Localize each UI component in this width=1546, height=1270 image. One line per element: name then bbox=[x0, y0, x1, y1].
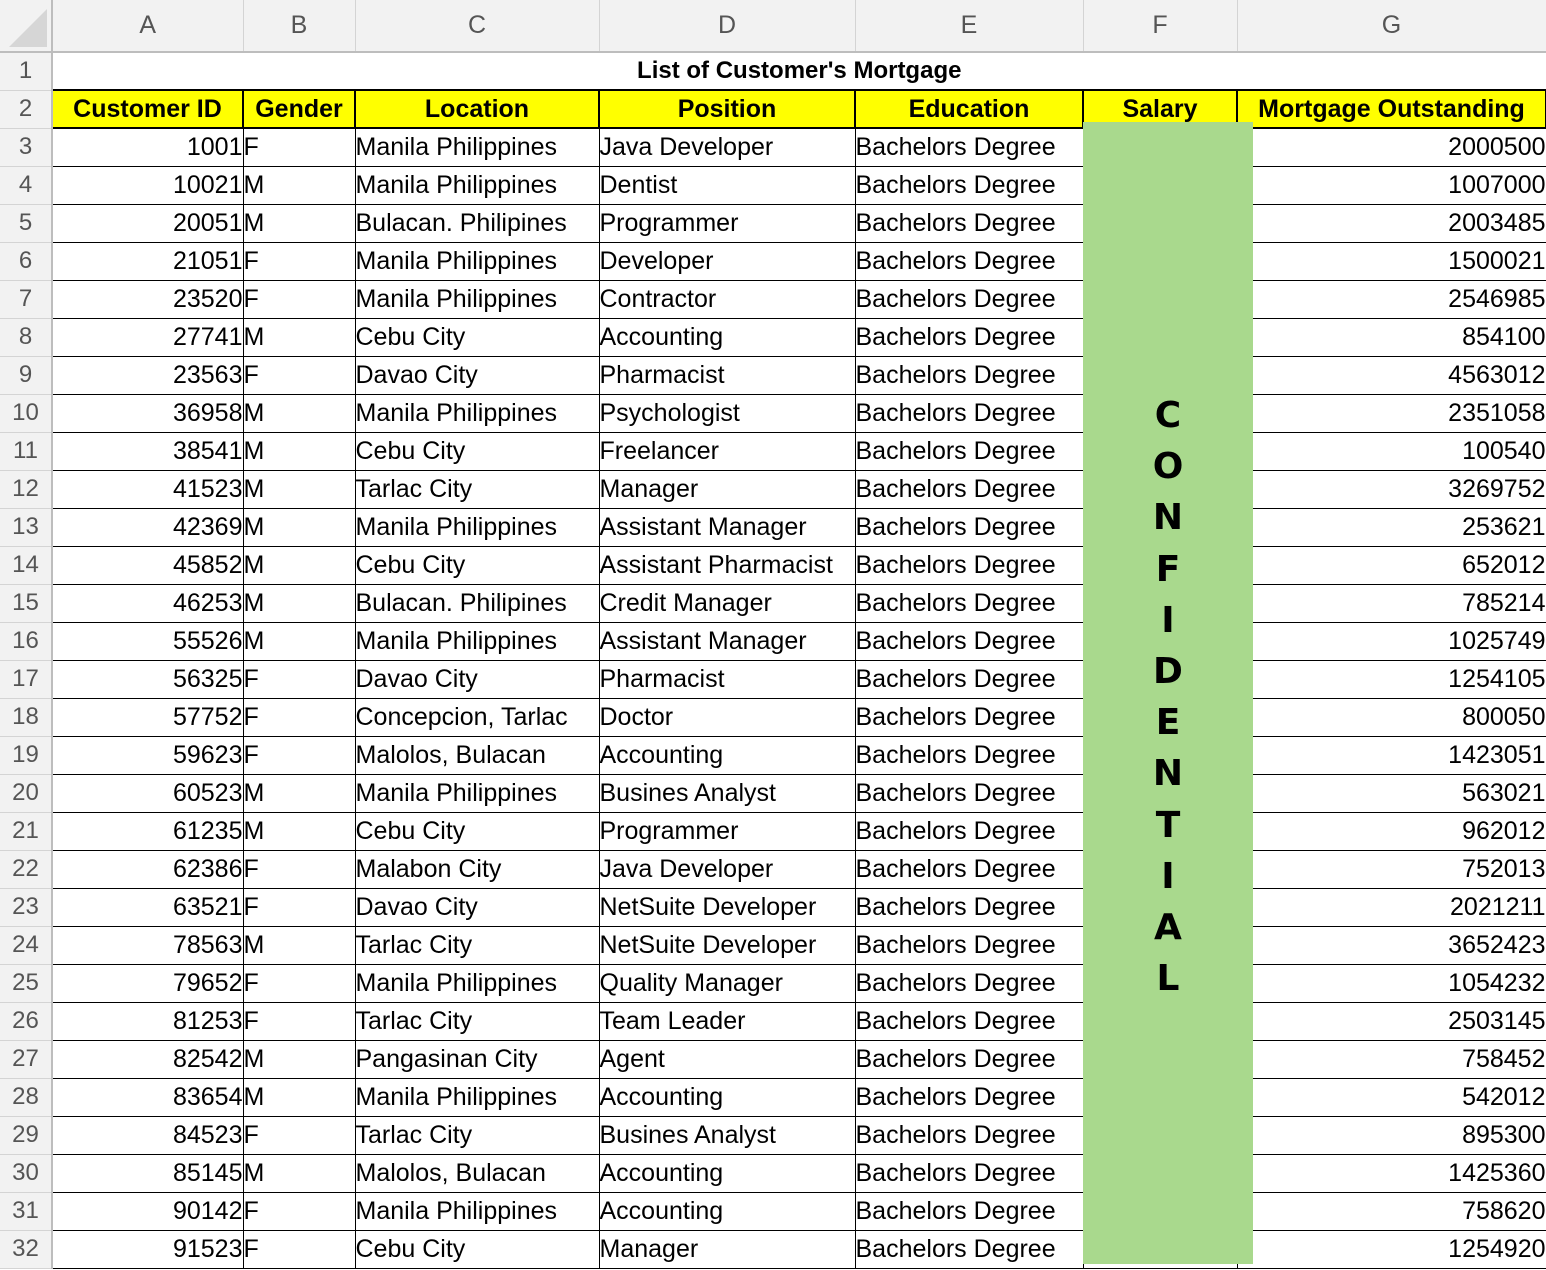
select-all-triangle-icon bbox=[9, 9, 47, 47]
gender-cell[interactable]: F bbox=[243, 964, 355, 1002]
customer-id-cell[interactable]: 60523 bbox=[52, 774, 243, 812]
customer-id-cell[interactable]: 81253 bbox=[52, 1002, 243, 1040]
position-cell[interactable]: Accounting bbox=[599, 736, 855, 774]
gender-cell[interactable]: M bbox=[243, 1154, 355, 1192]
gender-cell[interactable]: M bbox=[243, 584, 355, 622]
mortgage-cell[interactable]: 563021 bbox=[1237, 774, 1546, 812]
row-header-2[interactable]: 2 bbox=[0, 90, 52, 128]
header-position[interactable]: Position bbox=[599, 90, 855, 128]
row-header[interactable]: 23 bbox=[0, 888, 52, 926]
customer-id-cell[interactable]: 78563 bbox=[52, 926, 243, 964]
table-row bbox=[0, 698, 1546, 736]
customer-id-cell[interactable]: 41523 bbox=[52, 470, 243, 508]
column-header-c[interactable]: C bbox=[355, 0, 599, 52]
gender-cell[interactable]: M bbox=[243, 470, 355, 508]
position-cell[interactable]: Manager bbox=[599, 1230, 855, 1268]
mortgage-cell[interactable]: 3652423 bbox=[1237, 926, 1546, 964]
table-row bbox=[0, 1040, 1546, 1078]
row-header[interactable]: 3 bbox=[0, 128, 52, 166]
row-header[interactable]: 5 bbox=[0, 204, 52, 242]
education-cell[interactable]: Bachelors Degree bbox=[855, 356, 1083, 394]
customer-id-cell[interactable]: 20051 bbox=[52, 204, 243, 242]
location-cell[interactable]: Davao City bbox=[355, 660, 599, 698]
customer-id-cell[interactable]: 56325 bbox=[52, 660, 243, 698]
table-row bbox=[0, 204, 1546, 242]
mortgage-cell[interactable]: 1007000 bbox=[1237, 166, 1546, 204]
row-header[interactable]: 27 bbox=[0, 1040, 52, 1078]
table-row bbox=[0, 1192, 1546, 1230]
gender-cell[interactable]: F bbox=[243, 736, 355, 774]
customer-id-cell[interactable]: 59623 bbox=[52, 736, 243, 774]
row-header[interactable]: 12 bbox=[0, 470, 52, 508]
mortgage-cell[interactable]: 100540 bbox=[1237, 432, 1546, 470]
table-row bbox=[0, 584, 1546, 622]
location-cell[interactable]: Malolos, Bulacan bbox=[355, 736, 599, 774]
position-cell[interactable]: Contractor bbox=[599, 280, 855, 318]
mortgage-cell[interactable]: 1254105 bbox=[1237, 660, 1546, 698]
row-header[interactable]: 6 bbox=[0, 242, 52, 280]
column-header-d[interactable]: D bbox=[599, 0, 855, 52]
sheet-row-2 bbox=[0, 90, 1546, 128]
mortgage-cell[interactable]: 1254920 bbox=[1237, 1230, 1546, 1268]
confidential-text: C O N F I D E N T I A L bbox=[1152, 395, 1184, 1000]
education-cell[interactable]: Bachelors Degree bbox=[855, 736, 1083, 774]
header-mortgage-outstanding[interactable]: Mortgage Outstanding bbox=[1237, 90, 1546, 128]
table-row bbox=[0, 850, 1546, 888]
customer-id-cell[interactable]: 55526 bbox=[52, 622, 243, 660]
location-cell[interactable]: Manila Philippines bbox=[355, 1078, 599, 1116]
row-header[interactable]: 26 bbox=[0, 1002, 52, 1040]
education-cell[interactable]: Bachelors Degree bbox=[855, 280, 1083, 318]
location-cell[interactable]: Manila Philippines bbox=[355, 128, 599, 166]
customer-id-cell[interactable]: 61235 bbox=[52, 812, 243, 850]
gender-cell[interactable]: M bbox=[243, 926, 355, 964]
gender-cell[interactable]: F bbox=[243, 128, 355, 166]
table-row bbox=[0, 812, 1546, 850]
row-header[interactable]: 21 bbox=[0, 812, 52, 850]
education-cell[interactable]: Bachelors Degree bbox=[855, 204, 1083, 242]
table-row bbox=[0, 1116, 1546, 1154]
table-row bbox=[0, 660, 1546, 698]
location-cell[interactable]: Tarlac City bbox=[355, 470, 599, 508]
table-row bbox=[0, 508, 1546, 546]
education-cell[interactable]: Bachelors Degree bbox=[855, 394, 1083, 432]
location-cell[interactable]: Tarlac City bbox=[355, 1116, 599, 1154]
table-row bbox=[0, 470, 1546, 508]
customer-id-cell[interactable]: 84523 bbox=[52, 1116, 243, 1154]
table-row bbox=[0, 318, 1546, 356]
education-cell[interactable]: Bachelors Degree bbox=[855, 964, 1083, 1002]
customer-id-cell[interactable]: 27741 bbox=[52, 318, 243, 356]
row-header[interactable]: 32 bbox=[0, 1230, 52, 1268]
location-cell[interactable]: Manila Philippines bbox=[355, 280, 599, 318]
location-cell[interactable]: Manila Philippines bbox=[355, 166, 599, 204]
customer-id-cell[interactable]: 90142 bbox=[52, 1192, 243, 1230]
position-cell[interactable]: Programmer bbox=[599, 812, 855, 850]
gender-cell[interactable]: M bbox=[243, 432, 355, 470]
gender-cell[interactable]: F bbox=[243, 660, 355, 698]
mortgage-cell[interactable]: 4563012 bbox=[1237, 356, 1546, 394]
position-cell[interactable]: Agent bbox=[599, 1040, 855, 1078]
position-cell[interactable]: Psychologist bbox=[599, 394, 855, 432]
customer-id-cell[interactable]: 1001 bbox=[52, 128, 243, 166]
table-row bbox=[0, 432, 1546, 470]
column-header-row bbox=[0, 0, 1546, 52]
location-cell[interactable]: Cebu City bbox=[355, 546, 599, 584]
row-header[interactable]: 18 bbox=[0, 698, 52, 736]
sheet-row-1 bbox=[0, 52, 1546, 90]
mortgage-cell[interactable]: 2003485 bbox=[1237, 204, 1546, 242]
location-cell[interactable]: Manila Philippines bbox=[355, 1192, 599, 1230]
customer-id-cell[interactable]: 91523 bbox=[52, 1230, 243, 1268]
customer-id-cell[interactable]: 36958 bbox=[52, 394, 243, 432]
position-cell[interactable]: Quality Manager bbox=[599, 964, 855, 1002]
education-cell[interactable]: Bachelors Degree bbox=[855, 774, 1083, 812]
customer-id-cell[interactable]: 46253 bbox=[52, 584, 243, 622]
position-cell[interactable]: Accounting bbox=[599, 1078, 855, 1116]
position-cell[interactable]: Manager bbox=[599, 470, 855, 508]
education-cell[interactable]: Bachelors Degree bbox=[855, 128, 1083, 166]
gender-cell[interactable]: F bbox=[243, 850, 355, 888]
table-row bbox=[0, 1230, 1546, 1268]
customer-id-cell[interactable]: 62386 bbox=[52, 850, 243, 888]
row-header[interactable]: 24 bbox=[0, 926, 52, 964]
position-cell[interactable]: Doctor bbox=[599, 698, 855, 736]
table-row bbox=[0, 394, 1546, 432]
select-all-corner[interactable] bbox=[0, 0, 52, 52]
mortgage-cell[interactable]: 800050 bbox=[1237, 698, 1546, 736]
location-cell[interactable]: Concepcion, Tarlac bbox=[355, 698, 599, 736]
position-cell[interactable]: Java Developer bbox=[599, 128, 855, 166]
position-cell[interactable]: Programmer bbox=[599, 204, 855, 242]
row-header[interactable]: 25 bbox=[0, 964, 52, 1002]
location-cell[interactable]: Bulacan. Philipines bbox=[355, 584, 599, 622]
row-header[interactable]: 22 bbox=[0, 850, 52, 888]
position-cell[interactable]: Pharmacist bbox=[599, 660, 855, 698]
mortgage-cell[interactable]: 652012 bbox=[1237, 546, 1546, 584]
customer-id-cell[interactable]: 42369 bbox=[52, 508, 243, 546]
location-cell[interactable]: Pangasinan City bbox=[355, 1040, 599, 1078]
location-cell[interactable]: Davao City bbox=[355, 888, 599, 926]
location-cell[interactable]: Manila Philippines bbox=[355, 394, 599, 432]
education-cell[interactable]: Bachelors Degree bbox=[855, 470, 1083, 508]
customer-id-cell[interactable]: 23563 bbox=[52, 356, 243, 394]
education-cell[interactable]: Bachelors Degree bbox=[855, 926, 1083, 964]
mortgage-cell[interactable]: 854100 bbox=[1237, 318, 1546, 356]
sheet-title-cell[interactable]: List of Customer's Mortgage bbox=[52, 52, 1546, 90]
mortgage-cell[interactable]: 2503145 bbox=[1237, 1002, 1546, 1040]
customer-id-cell[interactable]: 45852 bbox=[52, 546, 243, 584]
gender-cell[interactable]: F bbox=[243, 1002, 355, 1040]
mortgage-cell[interactable]: 253621 bbox=[1237, 508, 1546, 546]
row-header[interactable]: 11 bbox=[0, 432, 52, 470]
education-cell[interactable]: Bachelors Degree bbox=[855, 318, 1083, 356]
education-cell[interactable]: Bachelors Degree bbox=[855, 1040, 1083, 1078]
position-cell[interactable]: NetSuite Developer bbox=[599, 926, 855, 964]
customer-id-cell[interactable]: 21051 bbox=[52, 242, 243, 280]
position-cell[interactable]: Java Developer bbox=[599, 850, 855, 888]
row-header[interactable]: 31 bbox=[0, 1192, 52, 1230]
row-header[interactable]: 20 bbox=[0, 774, 52, 812]
mortgage-cell[interactable]: 1423051 bbox=[1237, 736, 1546, 774]
location-cell[interactable]: Cebu City bbox=[355, 432, 599, 470]
location-cell[interactable]: Tarlac City bbox=[355, 926, 599, 964]
header-salary[interactable]: Salary bbox=[1083, 90, 1237, 128]
location-cell[interactable]: Malolos, Bulacan bbox=[355, 1154, 599, 1192]
education-cell[interactable]: Bachelors Degree bbox=[855, 546, 1083, 584]
customer-id-cell[interactable]: 10021 bbox=[52, 166, 243, 204]
location-cell[interactable]: Davao City bbox=[355, 356, 599, 394]
position-cell[interactable]: Team Leader bbox=[599, 1002, 855, 1040]
position-cell[interactable]: Assistant Manager bbox=[599, 622, 855, 660]
gender-cell[interactable]: F bbox=[243, 242, 355, 280]
gender-cell[interactable]: M bbox=[243, 166, 355, 204]
position-cell[interactable]: Assistant Manager bbox=[599, 508, 855, 546]
gender-cell[interactable]: M bbox=[243, 508, 355, 546]
column-header-a[interactable]: A bbox=[52, 0, 243, 52]
customer-id-cell[interactable]: 23520 bbox=[52, 280, 243, 318]
row-header[interactable]: 29 bbox=[0, 1116, 52, 1154]
table-row bbox=[0, 1002, 1546, 1040]
location-cell[interactable]: Bulacan. Philipines bbox=[355, 204, 599, 242]
row-header[interactable]: 14 bbox=[0, 546, 52, 584]
mortgage-cell[interactable]: 3269752 bbox=[1237, 470, 1546, 508]
position-cell[interactable]: Dentist bbox=[599, 166, 855, 204]
gender-cell[interactable]: F bbox=[243, 280, 355, 318]
gender-cell[interactable]: M bbox=[243, 1078, 355, 1116]
row-header[interactable]: 10 bbox=[0, 394, 52, 432]
mortgage-cell[interactable]: 1500021 bbox=[1237, 242, 1546, 280]
customer-id-cell[interactable]: 83654 bbox=[52, 1078, 243, 1116]
confidential-overlay bbox=[1083, 122, 1253, 1264]
gender-cell[interactable]: M bbox=[243, 812, 355, 850]
gender-cell[interactable]: F bbox=[243, 698, 355, 736]
table-row bbox=[0, 888, 1546, 926]
mortgage-cell[interactable]: 758620 bbox=[1237, 1192, 1546, 1230]
education-cell[interactable]: Bachelors Degree bbox=[855, 1230, 1083, 1268]
location-cell[interactable]: Tarlac City bbox=[355, 1002, 599, 1040]
education-cell[interactable]: Bachelors Degree bbox=[855, 432, 1083, 470]
position-cell[interactable]: Credit Manager bbox=[599, 584, 855, 622]
table-row bbox=[0, 774, 1546, 812]
gender-cell[interactable]: M bbox=[243, 546, 355, 584]
education-cell[interactable]: Bachelors Degree bbox=[855, 850, 1083, 888]
education-cell[interactable]: Bachelors Degree bbox=[855, 660, 1083, 698]
gender-cell[interactable]: F bbox=[243, 1116, 355, 1154]
education-cell[interactable]: Bachelors Degree bbox=[855, 508, 1083, 546]
mortgage-cell[interactable]: 895300 bbox=[1237, 1116, 1546, 1154]
table-row bbox=[0, 128, 1546, 166]
location-cell[interactable]: Malabon City bbox=[355, 850, 599, 888]
table-row bbox=[0, 166, 1546, 204]
gender-cell[interactable]: M bbox=[243, 1040, 355, 1078]
education-cell[interactable]: Bachelors Degree bbox=[855, 584, 1083, 622]
row-header[interactable]: 19 bbox=[0, 736, 52, 774]
location-cell[interactable]: Manila Philippines bbox=[355, 964, 599, 1002]
table-row bbox=[0, 1078, 1546, 1116]
header-gender[interactable]: Gender bbox=[243, 90, 355, 128]
column-header-e[interactable]: E bbox=[855, 0, 1083, 52]
row-header[interactable]: 28 bbox=[0, 1078, 52, 1116]
row-header[interactable]: 30 bbox=[0, 1154, 52, 1192]
position-cell[interactable]: NetSuite Developer bbox=[599, 888, 855, 926]
row-header-1[interactable]: 1 bbox=[0, 52, 52, 90]
education-cell[interactable]: Bachelors Degree bbox=[855, 622, 1083, 660]
mortgage-cell[interactable]: 752013 bbox=[1237, 850, 1546, 888]
education-cell[interactable]: Bachelors Degree bbox=[855, 1078, 1083, 1116]
table-row bbox=[0, 926, 1546, 964]
header-customer-id[interactable]: Customer ID bbox=[52, 90, 243, 128]
gender-cell[interactable]: F bbox=[243, 1230, 355, 1268]
row-header[interactable]: 17 bbox=[0, 660, 52, 698]
table-row bbox=[0, 546, 1546, 584]
location-cell[interactable]: Manila Philippines bbox=[355, 622, 599, 660]
row-header[interactable]: 8 bbox=[0, 318, 52, 356]
customer-id-cell[interactable]: 79652 bbox=[52, 964, 243, 1002]
gender-cell[interactable]: M bbox=[243, 774, 355, 812]
gender-cell[interactable]: M bbox=[243, 318, 355, 356]
gender-cell[interactable]: M bbox=[243, 204, 355, 242]
row-header[interactable]: 15 bbox=[0, 584, 52, 622]
education-cell[interactable]: Bachelors Degree bbox=[855, 242, 1083, 280]
position-cell[interactable]: Pharmacist bbox=[599, 356, 855, 394]
mortgage-cell[interactable]: 1054232 bbox=[1237, 964, 1546, 1002]
mortgage-cell[interactable]: 1025749 bbox=[1237, 622, 1546, 660]
customer-id-cell[interactable]: 85145 bbox=[52, 1154, 243, 1192]
location-cell[interactable]: Manila Philippines bbox=[355, 774, 599, 812]
location-cell[interactable]: Manila Philippines bbox=[355, 508, 599, 546]
mortgage-cell[interactable]: 2546985 bbox=[1237, 280, 1546, 318]
position-cell[interactable]: Accounting bbox=[599, 1192, 855, 1230]
mortgage-cell[interactable]: 2351058 bbox=[1237, 394, 1546, 432]
table-row bbox=[0, 280, 1546, 318]
mortgage-cell[interactable]: 1425360 bbox=[1237, 1154, 1546, 1192]
position-cell[interactable]: Assistant Pharmacist bbox=[599, 546, 855, 584]
education-cell[interactable]: Bachelors Degree bbox=[855, 1002, 1083, 1040]
gender-cell[interactable]: F bbox=[243, 356, 355, 394]
column-header-f[interactable]: F bbox=[1083, 0, 1237, 52]
position-cell[interactable]: Developer bbox=[599, 242, 855, 280]
mortgage-cell[interactable]: 2000500 bbox=[1237, 128, 1546, 166]
education-cell[interactable]: Bachelors Degree bbox=[855, 1116, 1083, 1154]
mortgage-cell[interactable]: 785214 bbox=[1237, 584, 1546, 622]
customer-id-cell[interactable]: 63521 bbox=[52, 888, 243, 926]
table-row bbox=[0, 356, 1546, 394]
row-header[interactable]: 13 bbox=[0, 508, 52, 546]
mortgage-cell[interactable]: 758452 bbox=[1237, 1040, 1546, 1078]
education-cell[interactable]: Bachelors Degree bbox=[855, 1192, 1083, 1230]
column-header-g[interactable]: G bbox=[1237, 0, 1546, 52]
mortgage-cell[interactable]: 962012 bbox=[1237, 812, 1546, 850]
row-header[interactable]: 4 bbox=[0, 166, 52, 204]
gender-cell[interactable]: F bbox=[243, 1192, 355, 1230]
education-cell[interactable]: Bachelors Degree bbox=[855, 1154, 1083, 1192]
table-row bbox=[0, 622, 1546, 660]
table-row bbox=[0, 964, 1546, 1002]
row-header[interactable]: 7 bbox=[0, 280, 52, 318]
location-cell[interactable]: Cebu City bbox=[355, 1230, 599, 1268]
position-cell[interactable]: Accounting bbox=[599, 318, 855, 356]
education-cell[interactable]: Bachelors Degree bbox=[855, 698, 1083, 736]
education-cell[interactable]: Bachelors Degree bbox=[855, 166, 1083, 204]
position-cell[interactable]: Busines Analyst bbox=[599, 774, 855, 812]
customer-id-cell[interactable]: 82542 bbox=[52, 1040, 243, 1078]
location-cell[interactable]: Cebu City bbox=[355, 318, 599, 356]
education-cell[interactable]: Bachelors Degree bbox=[855, 812, 1083, 850]
column-header-b[interactable]: B bbox=[243, 0, 355, 52]
table-row bbox=[0, 1154, 1546, 1192]
education-cell[interactable]: Bachelors Degree bbox=[855, 888, 1083, 926]
position-cell[interactable]: Busines Analyst bbox=[599, 1116, 855, 1154]
table-row bbox=[0, 242, 1546, 280]
customer-id-cell[interactable]: 38541 bbox=[52, 432, 243, 470]
mortgage-cell[interactable]: 542012 bbox=[1237, 1078, 1546, 1116]
table-row bbox=[0, 736, 1546, 774]
mortgage-cell[interactable]: 2021211 bbox=[1237, 888, 1546, 926]
customer-id-cell[interactable]: 57752 bbox=[52, 698, 243, 736]
location-cell[interactable]: Manila Philippines bbox=[355, 242, 599, 280]
gender-cell[interactable]: M bbox=[243, 394, 355, 432]
location-cell[interactable]: Cebu City bbox=[355, 812, 599, 850]
header-education[interactable]: Education bbox=[855, 90, 1083, 128]
gender-cell[interactable]: M bbox=[243, 622, 355, 660]
position-cell[interactable]: Freelancer bbox=[599, 432, 855, 470]
row-header[interactable]: 16 bbox=[0, 622, 52, 660]
row-header[interactable]: 9 bbox=[0, 356, 52, 394]
gender-cell[interactable]: F bbox=[243, 888, 355, 926]
position-cell[interactable]: Accounting bbox=[599, 1154, 855, 1192]
header-location[interactable]: Location bbox=[355, 90, 599, 128]
